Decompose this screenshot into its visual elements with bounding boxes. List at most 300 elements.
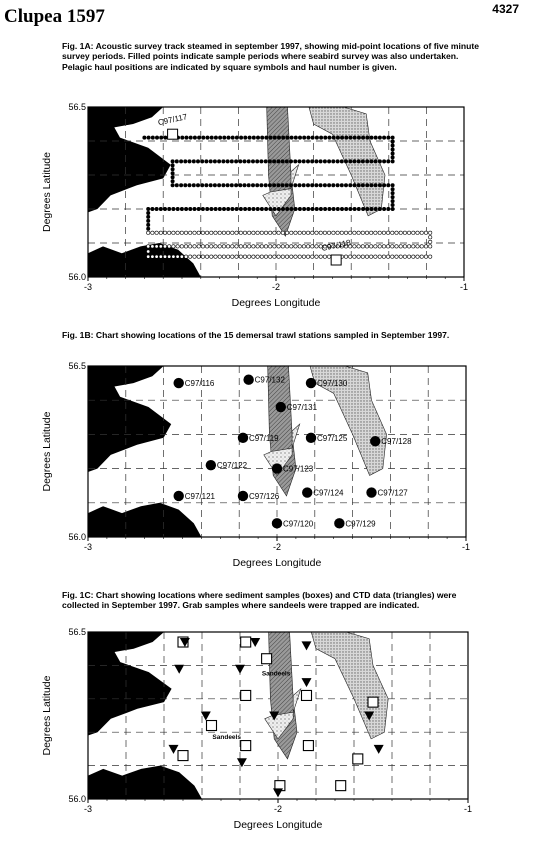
- track-point: [382, 184, 385, 187]
- track-point: [298, 255, 301, 258]
- track-point: [412, 245, 415, 248]
- track-point: [340, 184, 343, 187]
- track-point: [273, 207, 276, 210]
- track-point: [315, 231, 318, 234]
- track-point: [164, 136, 167, 139]
- track-point: [184, 160, 187, 163]
- track-point: [193, 255, 196, 258]
- track-point: [260, 207, 263, 210]
- track-point: [370, 160, 373, 163]
- track-point: [222, 255, 225, 258]
- track-point: [281, 255, 284, 258]
- track-point: [205, 255, 208, 258]
- track-point: [210, 245, 213, 248]
- track-point: [344, 184, 347, 187]
- track-point: [252, 136, 255, 139]
- track-point: [319, 231, 322, 234]
- track-point: [163, 245, 166, 248]
- x-tick-label: -3: [83, 282, 93, 292]
- trawl-station-marker: [238, 433, 248, 443]
- track-point: [256, 255, 259, 258]
- ctd-triangle: [169, 745, 179, 754]
- track-point: [353, 136, 356, 139]
- track-point: [217, 160, 220, 163]
- trawl-station-marker: [276, 402, 286, 412]
- track-point: [188, 184, 191, 187]
- track-point: [243, 207, 246, 210]
- track-point: [407, 231, 410, 234]
- x-tick-label: -3: [83, 542, 93, 552]
- track-point: [192, 160, 195, 163]
- track-point: [370, 184, 373, 187]
- track-point: [235, 255, 238, 258]
- track-point: [256, 207, 259, 210]
- track-point: [361, 231, 364, 234]
- track-point: [302, 207, 305, 210]
- trawl-station-marker: [306, 433, 316, 443]
- track-point: [416, 255, 419, 258]
- track-point: [407, 245, 410, 248]
- track-point: [311, 136, 314, 139]
- track-point: [420, 255, 423, 258]
- track-point: [277, 231, 280, 234]
- track-point: [147, 255, 150, 258]
- track-point: [349, 231, 352, 234]
- track-point: [298, 245, 301, 248]
- track-point: [218, 207, 221, 210]
- track-point: [210, 255, 213, 258]
- track-point: [210, 136, 213, 139]
- track-point: [243, 245, 246, 248]
- track-point: [315, 160, 318, 163]
- track-point: [294, 160, 297, 163]
- track-point: [302, 245, 305, 248]
- track-point: [365, 255, 368, 258]
- y-tick-label: 56.0: [68, 272, 86, 282]
- track-point: [327, 184, 330, 187]
- track-point: [361, 160, 364, 163]
- track-point: [147, 207, 150, 210]
- trawl-station-marker: [306, 378, 316, 388]
- track-point: [147, 215, 150, 218]
- track-point: [235, 136, 238, 139]
- track-point: [399, 255, 402, 258]
- track-point: [230, 184, 233, 187]
- track-point: [391, 245, 394, 248]
- x-tick-label: -2: [271, 282, 281, 292]
- track-point: [307, 136, 310, 139]
- track-point: [159, 255, 162, 258]
- track-point: [328, 207, 331, 210]
- track-point: [357, 245, 360, 248]
- track-point: [273, 245, 276, 248]
- trawl-station-marker: [272, 463, 282, 473]
- track-point: [189, 207, 192, 210]
- trawl-station-label: C97/126: [248, 491, 280, 501]
- figure-1b-map: [0, 358, 533, 578]
- trawl-station-label: C97/132: [254, 375, 285, 385]
- track-point: [378, 136, 381, 139]
- track-point: [277, 245, 280, 248]
- track-point: [387, 184, 390, 187]
- track-point: [366, 184, 369, 187]
- track-point: [302, 255, 305, 258]
- track-point: [264, 160, 267, 163]
- trawl-station-marker: [366, 487, 376, 497]
- track-point: [361, 245, 364, 248]
- trawl-station-marker: [334, 518, 344, 528]
- track-point: [395, 255, 398, 258]
- track-point: [290, 245, 293, 248]
- track-point: [315, 184, 318, 187]
- track-point: [235, 207, 238, 210]
- y-tick-label: 56.0: [68, 532, 86, 542]
- track-point: [188, 160, 191, 163]
- map-background: [88, 363, 466, 537]
- track-point: [269, 245, 272, 248]
- track-point: [336, 231, 339, 234]
- sandeel-annotation: Sandeels: [261, 670, 291, 678]
- track-point: [147, 211, 150, 214]
- ctd-triangle: [374, 745, 384, 754]
- sediment-box: [368, 697, 378, 707]
- track-point: [340, 231, 343, 234]
- track-point: [336, 184, 339, 187]
- sediment-box: [241, 690, 251, 700]
- bank-shading: [267, 104, 295, 237]
- track-point: [281, 184, 284, 187]
- track-point: [269, 231, 272, 234]
- track-point: [332, 136, 335, 139]
- x-tick-label: -1: [463, 804, 473, 814]
- track-point: [264, 207, 267, 210]
- track-point: [180, 207, 183, 210]
- track-point: [155, 245, 158, 248]
- track-point: [184, 255, 187, 258]
- track-point: [176, 245, 179, 248]
- track-point: [256, 184, 259, 187]
- track-point: [171, 164, 174, 167]
- track-point: [214, 207, 217, 210]
- track-point: [147, 219, 150, 222]
- track-point: [298, 184, 301, 187]
- track-point: [399, 245, 402, 248]
- trawl-station-marker: [272, 518, 282, 528]
- trawl-station-marker: [370, 436, 380, 446]
- track-point: [391, 195, 394, 198]
- track-point: [218, 136, 221, 139]
- track-point: [311, 184, 314, 187]
- track-point: [218, 245, 221, 248]
- track-point: [286, 136, 289, 139]
- track-point: [247, 160, 250, 163]
- haul-square: [331, 255, 341, 265]
- figure-1c-caption: Fig. 1C: Chart showing locations where sediment samples (boxes) and CTD data (triangles) were collected in September 1997. Grab samples where sandeels were trapped are indicated.: [62, 590, 457, 611]
- track-point: [273, 136, 276, 139]
- track-point: [171, 160, 174, 163]
- track-point: [319, 160, 322, 163]
- track-point: [332, 160, 335, 163]
- trawl-station-marker: [238, 491, 248, 501]
- track-point: [294, 231, 297, 234]
- x-tick-label: -1: [459, 282, 469, 292]
- track-point: [277, 207, 280, 210]
- track-point: [395, 245, 398, 248]
- track-point: [336, 207, 339, 210]
- track-point: [252, 231, 255, 234]
- track-point: [281, 160, 284, 163]
- track-point: [256, 160, 259, 163]
- track-point: [290, 255, 293, 258]
- track-point: [179, 184, 182, 187]
- track-point: [213, 160, 216, 163]
- track-point: [244, 136, 247, 139]
- track-point: [205, 231, 208, 234]
- track-point: [214, 255, 217, 258]
- track-point: [222, 207, 225, 210]
- track-point: [147, 245, 150, 248]
- track-point: [357, 207, 360, 210]
- track-point: [323, 255, 326, 258]
- track-point: [147, 250, 150, 253]
- track-point: [366, 160, 369, 163]
- track-point: [243, 231, 246, 234]
- track-point: [248, 136, 251, 139]
- track-point: [226, 160, 229, 163]
- track-point: [391, 255, 394, 258]
- track-point: [429, 255, 432, 258]
- trawl-station-marker: [174, 491, 184, 501]
- track-point: [370, 245, 373, 248]
- track-point: [189, 231, 192, 234]
- track-point: [391, 156, 394, 159]
- track-point: [315, 136, 318, 139]
- track-point: [382, 245, 385, 248]
- sediment-box: [303, 741, 313, 751]
- track-point: [239, 255, 242, 258]
- track-point: [336, 136, 339, 139]
- track-point: [323, 231, 326, 234]
- track-point: [260, 245, 263, 248]
- track-point: [378, 207, 381, 210]
- track-point: [163, 231, 166, 234]
- track-point: [332, 184, 335, 187]
- track-point: [217, 184, 220, 187]
- sediment-box: [302, 690, 312, 700]
- track-point: [285, 245, 288, 248]
- sediment-box: [241, 741, 251, 751]
- track-point: [205, 184, 208, 187]
- trawl-station-label: C97/122: [216, 461, 248, 471]
- track-point: [176, 207, 179, 210]
- track-point: [328, 136, 331, 139]
- haul-label: C97/118: [320, 237, 352, 253]
- track-point: [261, 136, 264, 139]
- track-point: [306, 231, 309, 234]
- track-point: [180, 231, 183, 234]
- haul-label: C97/117: [157, 112, 189, 128]
- track-point: [416, 231, 419, 234]
- track-point: [197, 231, 200, 234]
- track-point: [285, 255, 288, 258]
- track-point: [265, 136, 268, 139]
- track-point: [412, 231, 415, 234]
- track-point: [311, 245, 314, 248]
- track-point: [386, 231, 389, 234]
- track-point: [294, 207, 297, 210]
- track-point: [286, 207, 289, 210]
- track-point: [143, 136, 146, 139]
- track-point: [197, 136, 200, 139]
- track-point: [412, 255, 415, 258]
- track-point: [374, 255, 377, 258]
- track-point: [294, 184, 297, 187]
- trawl-station-label: C97/123: [283, 464, 314, 474]
- track-point: [429, 231, 432, 234]
- track-point: [202, 136, 205, 139]
- track-point: [327, 160, 330, 163]
- track-point: [213, 184, 216, 187]
- track-point: [298, 136, 301, 139]
- track-point: [302, 231, 305, 234]
- track-point: [209, 184, 212, 187]
- trawl-station-marker: [174, 378, 184, 388]
- track-point: [361, 184, 364, 187]
- track-point: [256, 231, 259, 234]
- track-point: [302, 184, 305, 187]
- track-point: [171, 184, 174, 187]
- track-point: [147, 136, 150, 139]
- track-point: [151, 245, 154, 248]
- track-point: [319, 255, 322, 258]
- x-axis-label: Degrees Longitude: [232, 557, 322, 569]
- track-point: [391, 199, 394, 202]
- sandeel-annotation: Sandeels: [212, 733, 241, 741]
- track-point: [374, 136, 377, 139]
- track-point: [264, 245, 267, 248]
- trawl-station-label: C97/116: [184, 379, 215, 389]
- track-point: [197, 255, 200, 258]
- track-point: [209, 160, 212, 163]
- track-point: [193, 231, 196, 234]
- track-point: [307, 207, 310, 210]
- sediment-box: [353, 754, 363, 764]
- track-point: [184, 245, 187, 248]
- track-point: [189, 255, 192, 258]
- track-point: [370, 207, 373, 210]
- page-number: 4327: [492, 2, 519, 16]
- track-point: [159, 245, 162, 248]
- track-point: [349, 207, 352, 210]
- track-point: [231, 136, 234, 139]
- track-point: [361, 255, 364, 258]
- trawl-station-label: C97/119: [248, 433, 279, 443]
- track-point: [196, 160, 199, 163]
- track-point: [147, 227, 150, 230]
- track-point: [248, 245, 251, 248]
- track-point: [272, 160, 275, 163]
- track-point: [243, 184, 246, 187]
- ctd-triangle: [250, 638, 260, 647]
- track-point: [382, 136, 385, 139]
- track-point: [378, 245, 381, 248]
- track-point: [155, 207, 158, 210]
- track-point: [399, 231, 402, 234]
- x-tick-label: -3: [83, 804, 93, 814]
- track-point: [374, 245, 377, 248]
- track-point: [147, 231, 150, 234]
- track-point: [370, 136, 373, 139]
- track-point: [231, 207, 234, 210]
- track-point: [210, 207, 213, 210]
- trawl-station-marker: [302, 487, 312, 497]
- track-point: [357, 160, 360, 163]
- track-point: [239, 184, 242, 187]
- track-point: [424, 255, 427, 258]
- track-point: [172, 245, 175, 248]
- track-point: [155, 136, 158, 139]
- track-point: [171, 180, 174, 183]
- track-point: [231, 255, 234, 258]
- track-point: [345, 136, 348, 139]
- track-point: [391, 136, 394, 139]
- track-point: [260, 231, 263, 234]
- track-point: [378, 255, 381, 258]
- track-point: [357, 184, 360, 187]
- track-point: [264, 184, 267, 187]
- track-point: [184, 184, 187, 187]
- track-point: [201, 160, 204, 163]
- track-point: [382, 255, 385, 258]
- track-point: [192, 184, 195, 187]
- track-point: [340, 207, 343, 210]
- track-point: [285, 231, 288, 234]
- track-point: [353, 255, 356, 258]
- track-point: [306, 255, 309, 258]
- track-point: [196, 184, 199, 187]
- track-point: [374, 184, 377, 187]
- track-point: [315, 245, 318, 248]
- track-point: [226, 231, 229, 234]
- track-point: [193, 207, 196, 210]
- track-point: [332, 207, 335, 210]
- track-point: [290, 136, 293, 139]
- track-point: [184, 231, 187, 234]
- track-point: [345, 207, 348, 210]
- track-point: [327, 255, 330, 258]
- track-point: [378, 231, 381, 234]
- track-point: [252, 245, 255, 248]
- track-point: [323, 207, 326, 210]
- figure-1b-caption: Fig. 1B: Chart showing locations of the 15 demersal trawl stations sampled in September 1997.: [62, 330, 450, 340]
- track-point: [281, 207, 284, 210]
- track-point: [319, 207, 322, 210]
- track-point: [264, 255, 267, 258]
- trawl-station-label: C97/120: [283, 519, 314, 529]
- track-point: [302, 160, 305, 163]
- track-point: [344, 231, 347, 234]
- document-title: Clupea 1597: [4, 6, 105, 27]
- track-point: [226, 184, 229, 187]
- track-point: [407, 255, 410, 258]
- track-point: [222, 160, 225, 163]
- track-point: [294, 136, 297, 139]
- track-point: [227, 136, 230, 139]
- track-point: [269, 207, 272, 210]
- track-point: [223, 136, 226, 139]
- track-point: [290, 207, 293, 210]
- track-point: [201, 207, 204, 210]
